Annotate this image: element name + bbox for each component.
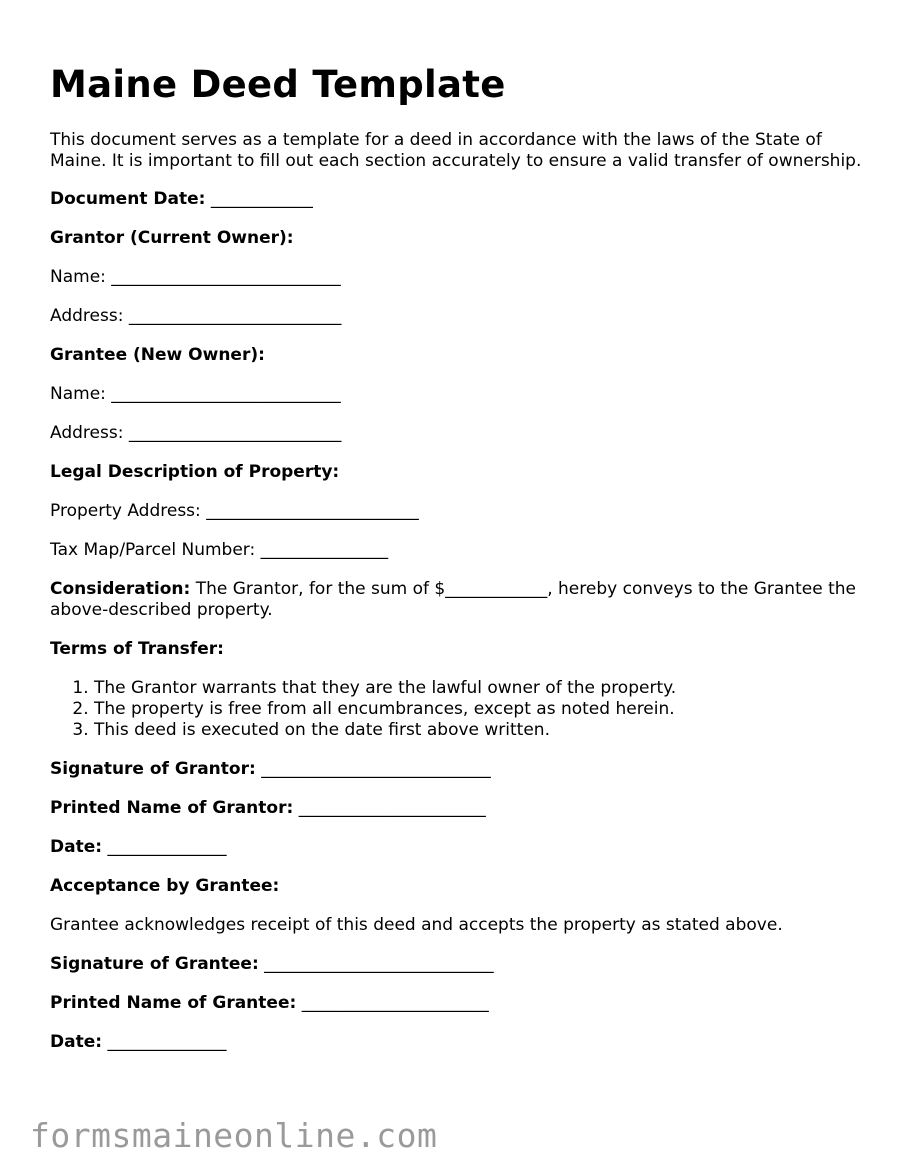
terms-heading-text: Terms of Transfer: [50,639,224,659]
terms-heading [50,639,870,660]
consideration-label: Consideration: [50,579,191,599]
page-title: Maine Deed Template [50,63,506,106]
grantee-heading [50,345,870,366]
grantee-signature-label: Signature of Grantee: [50,954,259,974]
tax-map-label: Tax Map/Parcel Number: [50,540,256,560]
grantor-date-blank[interactable]: ______________ [107,837,227,857]
consideration-paragraph [50,579,870,621]
terms-item: 2. The property is free from all encumbrances, except as noted herein. [94,699,870,720]
grantor-printed-name-label: Printed Name of Grantor: [50,798,294,818]
property-address-label: Property Address: [50,501,201,521]
grantee-address-line [50,423,870,444]
terms-item: 3. This deed is executed on the date first above written. [94,720,870,741]
grantor-heading-text: Grantor (Current Owner): [50,228,294,248]
document-date-label: Document Date: [50,189,206,209]
terms-item: 1. The Grantor warrants that they are the lawful owner of the property. [94,678,870,699]
legal-description-heading [50,462,870,483]
grantee-printed-name-blank[interactable]: ______________________ [301,993,489,1013]
document-date-line [50,189,870,210]
grantor-signature-blank[interactable]: ___________________________ [261,759,491,779]
document-date-blank[interactable]: ____________ [210,189,313,209]
grantor-name-line [50,267,870,288]
grantor-printed-name-blank[interactable]: ______________________ [298,798,486,818]
grantor-signature-line [50,759,870,780]
tax-map-blank[interactable]: _______________ [260,540,389,560]
grantee-date-label: Date: [50,1032,103,1052]
consideration-text: The Grantor, for the sum of $____________, hereby conveys to the Grantee the above-described property. [50,579,856,620]
property-address-blank[interactable]: _________________________ [206,501,419,521]
watermark: formsmaineonline.com [30,1116,438,1155]
grantor-heading [50,228,870,249]
grantor-name-label: Name: [50,267,106,287]
grantee-name-line [50,384,870,405]
acceptance-heading [50,876,870,897]
deed-document [50,62,870,1053]
intro-paragraph: This document serves as a template for a deed in accordance with the laws of the State of Maine. It is important to fill out each section accurately to ensure a valid transfer of ownership. [50,130,862,171]
grantee-signature-line [50,954,870,975]
grantee-name-blank[interactable]: ___________________________ [111,384,341,404]
grantee-address-label: Address: [50,423,124,443]
grantee-printed-name-line [50,993,870,1014]
grantee-name-label: Name: [50,384,106,404]
legal-description-heading-text: Legal Description of Property: [50,462,340,482]
grantor-address-line [50,306,870,327]
property-address-line [50,501,870,522]
grantor-address-label: Address: [50,306,124,326]
grantor-signature-label: Signature of Grantor: [50,759,256,779]
acceptance-text: Grantee acknowledges receipt of this deed and accepts the property as stated above. [50,915,783,935]
grantee-signature-blank[interactable]: ___________________________ [264,954,494,974]
terms-list [50,678,870,741]
grantee-printed-name-label: Printed Name of Grantee: [50,993,297,1013]
grantor-name-blank[interactable]: ___________________________ [111,267,341,287]
grantee-heading-text: Grantee (New Owner): [50,345,265,365]
grantor-address-blank[interactable]: _________________________ [128,306,342,326]
grantor-date-label: Date: [50,837,103,857]
grantee-address-blank[interactable]: _________________________ [128,423,342,443]
grantee-date-blank[interactable]: ______________ [107,1032,227,1052]
grantor-date-line [50,837,870,858]
grantor-printed-name-line [50,798,870,819]
tax-map-line [50,540,870,561]
grantee-date-line [50,1032,870,1053]
acceptance-heading-text: Acceptance by Grantee: [50,876,280,896]
